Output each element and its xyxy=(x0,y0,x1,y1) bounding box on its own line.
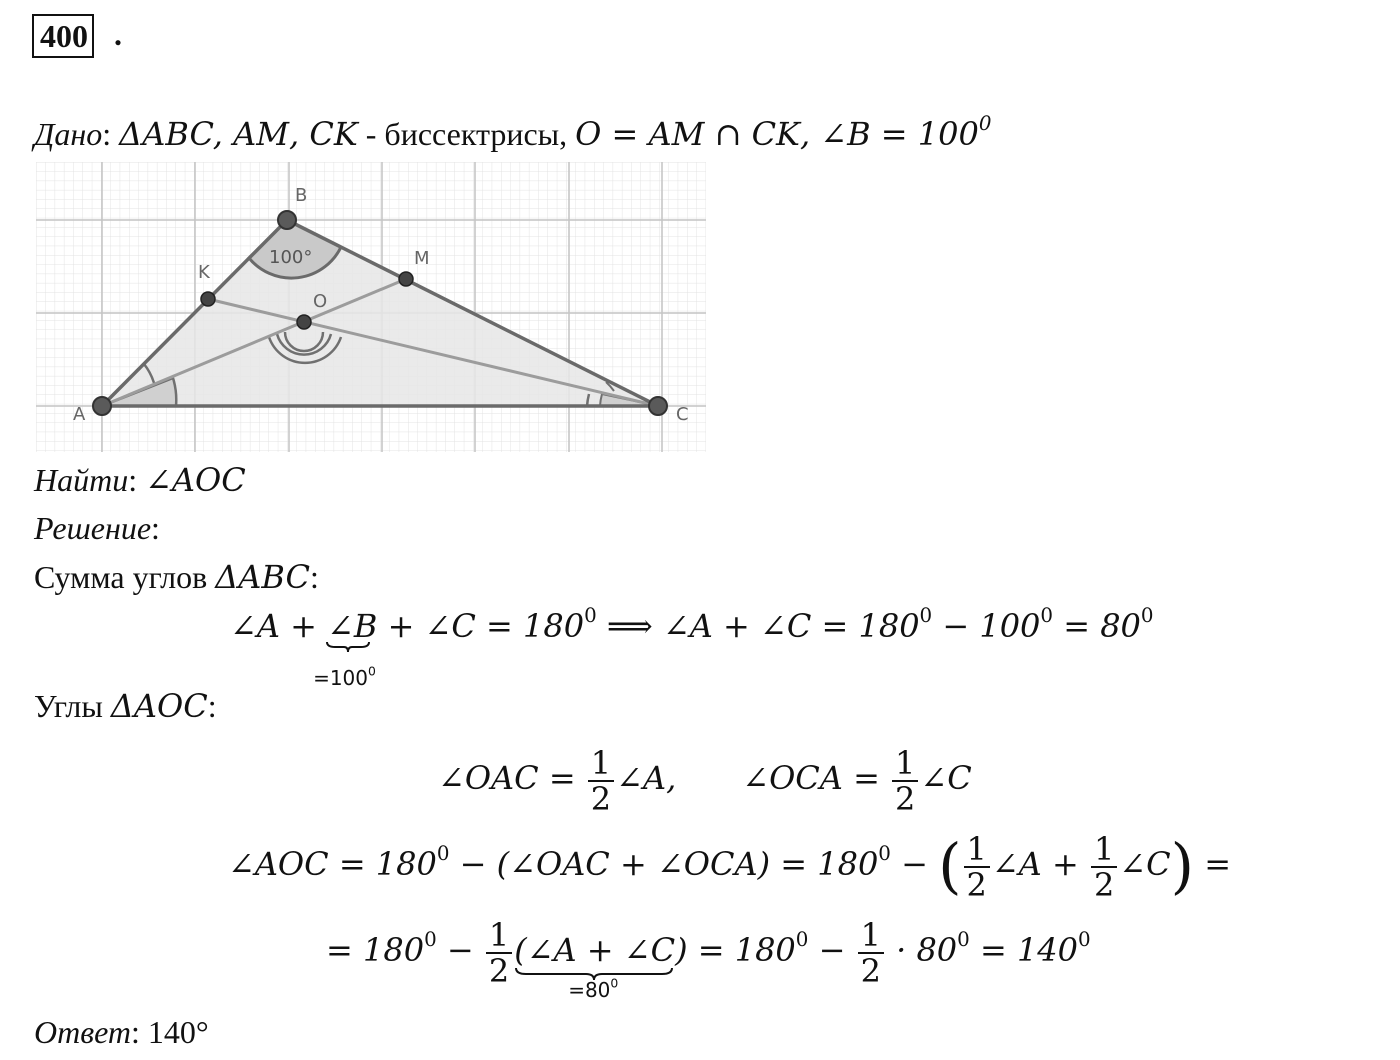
label-m: M xyxy=(414,248,430,269)
given-triangle: ΔABC, AM, CK xyxy=(119,115,358,153)
equation-half-angles xyxy=(438,738,972,818)
eq4-brace-value: =80 xyxy=(568,978,611,1002)
eq1-implies: ⟹ ∠A + ∠C = 180 xyxy=(596,607,920,645)
equation-angle-sum xyxy=(230,604,1154,690)
answer-colon: : xyxy=(131,1014,140,1050)
eq1-brace-degree: 0 xyxy=(368,663,376,679)
answer-value: 140° xyxy=(139,1014,209,1050)
eq3-eq: = xyxy=(1194,845,1231,883)
given-dash: - биссектрисы, xyxy=(357,116,576,152)
point-k xyxy=(201,292,215,306)
eq3-minus: − xyxy=(890,845,939,883)
eq4-minus2: − xyxy=(808,931,856,969)
aoc-colon: : xyxy=(207,688,217,724)
eq1-left: ∠A + xyxy=(230,607,328,645)
problem-number xyxy=(32,14,94,58)
equation-aoc xyxy=(228,824,1231,907)
eq4-den-1: 2 xyxy=(488,951,510,990)
equation-result xyxy=(326,910,1091,1002)
label-c: C xyxy=(676,404,689,425)
eq4-brace-label xyxy=(568,970,618,1010)
eq3-den-2: 2 xyxy=(1093,865,1115,904)
point-o xyxy=(297,315,311,329)
find-colon: : xyxy=(128,462,138,498)
eq3-den-1: 2 xyxy=(966,865,987,904)
solution-line xyxy=(34,508,160,548)
point-b xyxy=(278,211,296,229)
given-label: Дано xyxy=(34,116,103,152)
eq3-num-2: 1 xyxy=(1091,832,1117,868)
eq3-c: ∠C xyxy=(1119,845,1171,883)
aoc-prefix: Углы xyxy=(34,688,111,724)
aoc-line xyxy=(34,686,217,726)
eq2-den-1: 2 xyxy=(590,779,612,818)
eq2-frac-1 xyxy=(588,743,614,818)
eq1-minus: − 100 xyxy=(932,607,1041,645)
solution-colon: : xyxy=(151,510,160,546)
eq3-degree-2: 0 xyxy=(878,842,891,866)
find-label: Найти xyxy=(34,462,129,498)
given-line xyxy=(34,114,991,154)
eq4-degree-2: 0 xyxy=(795,928,809,952)
eq4-paren: (∠A + ∠C) xyxy=(514,931,688,969)
label-o: O xyxy=(313,291,328,312)
answer-line xyxy=(34,1012,209,1052)
eq4-start: = 180 xyxy=(326,931,425,969)
eq4-num-2: 1 xyxy=(858,918,884,954)
problem-number-text: 400 xyxy=(40,18,88,54)
eq1-degree-4: 0 xyxy=(1140,604,1154,628)
eq3-frac-2 xyxy=(1091,829,1117,904)
label-b: B xyxy=(295,185,308,206)
eq3-lhs: ∠AOC = 180 xyxy=(228,845,437,883)
eq3-mid: − (∠OAC + ∠OCA) = 180 xyxy=(449,845,879,883)
sum-triangle: ΔABC xyxy=(215,558,310,596)
eq4-minus: − xyxy=(436,931,484,969)
eq2-num-2: 1 xyxy=(892,746,918,782)
eq4-frac-1 xyxy=(486,915,512,990)
eq2-oac: ∠OAC = xyxy=(438,759,586,797)
eq4-degree-4: 0 xyxy=(1078,928,1091,952)
find-value: ∠AOC xyxy=(145,461,246,499)
eq3-paren-close: ) xyxy=(1170,831,1195,902)
eq2-a: ∠A, xyxy=(616,759,677,797)
sum-line xyxy=(34,557,319,597)
eq1-b: ∠B xyxy=(327,607,378,645)
given-degree: 0 xyxy=(978,112,992,136)
sum-prefix: Сумма углов xyxy=(34,559,216,595)
eq3-paren-open: ( xyxy=(938,831,962,902)
point-a xyxy=(93,397,111,415)
given-colon: : xyxy=(102,116,112,152)
eq2-c: ∠C xyxy=(920,759,972,797)
point-c xyxy=(649,397,667,415)
eq4-den-2: 2 xyxy=(860,951,881,990)
eq2-num-1: 1 xyxy=(588,746,614,782)
eq4-eq: = 180 xyxy=(687,931,796,969)
eq3-frac-1 xyxy=(964,829,990,904)
label-k: K xyxy=(198,262,210,283)
eq1-brace-label xyxy=(313,658,376,698)
eq4-degree-3: 0 xyxy=(957,928,970,952)
eq1-mid: + ∠C = 180 xyxy=(377,607,585,645)
eq1-degree-3: 0 xyxy=(1040,604,1054,628)
angle-b-label: 100° xyxy=(269,247,313,268)
eq1-brace-value: =100 xyxy=(313,666,369,690)
problem-number-dot: . xyxy=(114,16,122,52)
eq4-res: = 140 xyxy=(969,931,1079,969)
find-line xyxy=(34,460,246,500)
eq1-eq: = 80 xyxy=(1053,607,1141,645)
eq1-degree-2: 0 xyxy=(919,604,933,628)
eq4-brace-degree: 0 xyxy=(610,975,619,991)
eq1-underbrace xyxy=(325,640,371,654)
given-intersection: O = AM ∩ CK, ∠B = 100 xyxy=(575,115,979,153)
eq2-oca: ∠OCA = xyxy=(742,759,891,797)
eq2-den-2: 2 xyxy=(895,779,916,818)
triangle-figure xyxy=(36,162,706,452)
eq4-frac-2 xyxy=(858,915,884,990)
eq4-num-1: 1 xyxy=(486,918,512,954)
solution-label: Решение xyxy=(34,510,152,546)
eq1-degree-1: 0 xyxy=(584,604,597,628)
eq4-dot: · 80 xyxy=(885,931,958,969)
answer-label: Ответ xyxy=(34,1014,131,1050)
eq4-paren-with-brace xyxy=(514,910,688,1002)
sum-colon: : xyxy=(310,559,319,595)
eq2-frac-2 xyxy=(892,743,918,818)
point-m xyxy=(399,272,413,286)
label-a: A xyxy=(73,404,86,425)
eq4-degree-1: 0 xyxy=(424,928,437,952)
aoc-triangle: ΔAOC xyxy=(110,687,208,725)
eq3-degree-1: 0 xyxy=(436,842,450,866)
eq3-a: ∠A + xyxy=(991,845,1089,883)
eq3-num-1: 1 xyxy=(964,832,990,868)
eq1-b-with-brace xyxy=(313,606,378,690)
